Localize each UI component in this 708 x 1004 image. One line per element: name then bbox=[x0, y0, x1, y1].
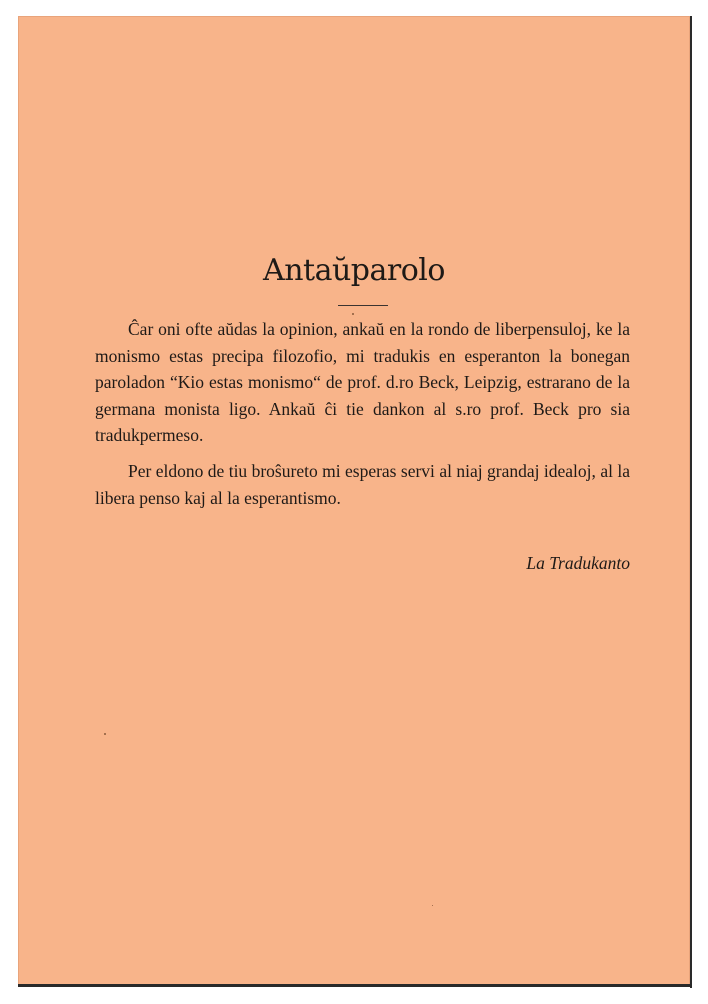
title-divider bbox=[338, 305, 388, 306]
paragraph-1: Ĉar oni ofte aŭdas la opinion, ankaŭ en la rondo de liberpensuloj, ke la monismo estas precipa filozofio, mi tradukis en esperanton la bonegan paroladon “Kio estas monismo“ de prof. d.ro Beck, Leipzig, estrarano de la germana monista ligo. Ankaŭ ĉi tie dankon al s.ro prof. Beck pro sia tradukpermeso. bbox=[95, 319, 630, 446]
signature: La Tradukanto bbox=[526, 553, 630, 573]
page-bottom-edge bbox=[18, 984, 692, 987]
preface-body bbox=[95, 316, 630, 511]
paper-speck bbox=[352, 313, 354, 315]
page-title: Antaŭparolo bbox=[263, 253, 445, 288]
page-right-edge bbox=[690, 16, 692, 988]
paper-speck bbox=[104, 733, 106, 735]
paper-speck bbox=[432, 905, 433, 906]
paragraph-2: Per eldono de tiu broŝureto mi esperas servi al niaj grandaj idealoj, al la libera penso kaj al la esperantismo. bbox=[95, 460, 630, 508]
